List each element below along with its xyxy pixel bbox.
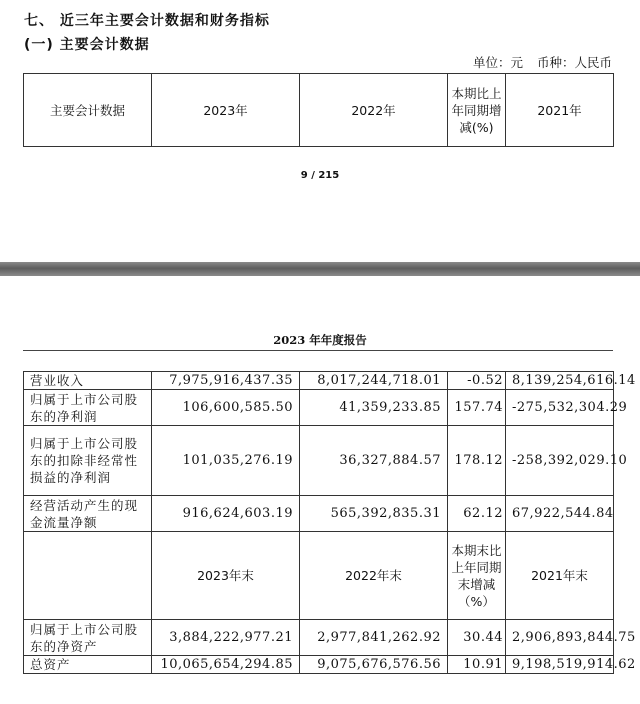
value-change: 62.12 — [448, 496, 506, 532]
value-2022: 565,392,835.31 — [300, 496, 448, 532]
table-row — [24, 390, 614, 426]
value-change: 30.44 — [448, 620, 506, 656]
page-number: 9 / 215 — [300, 170, 340, 181]
row-label: 归属于上市公司股东的净资产 — [24, 620, 152, 656]
row-label: 营业收入 — [24, 372, 152, 390]
header-col-label: 主要会计数据 — [24, 74, 152, 147]
subheader-row — [24, 532, 614, 620]
value-2021: 9,198,519,914.62 — [506, 656, 614, 674]
lower-page — [0, 276, 640, 704]
subheader-col-2022: 2022年末 — [300, 532, 448, 620]
value-2023: 916,624,603.19 — [152, 496, 300, 532]
value-2022: 8,017,244,718.01 — [300, 372, 448, 390]
upper-page — [0, 0, 640, 262]
section-title: 七、 近三年主要会计数据和财务指标 — [24, 13, 270, 29]
value-2022: 2,977,841,262.92 — [300, 620, 448, 656]
subheader-col-2021: 2021年末 — [506, 532, 614, 620]
value-2021: -258,392,029.10 — [506, 426, 614, 496]
row-label: 归属于上市公司股东的净利润 — [24, 390, 152, 426]
currency-label: 币种：人民币 — [536, 55, 612, 70]
header-rule — [23, 350, 613, 351]
value-2021: 2,906,893,844.75 — [506, 620, 614, 656]
sub-title: (一) 主要会计数据 — [24, 37, 150, 53]
value-2021: -275,532,304.29 — [506, 390, 614, 426]
unit-line — [463, 53, 612, 71]
value-change: 10.91 — [448, 656, 506, 674]
row-label: 归属于上市公司股东的扣除非经常性损益的净利润 — [24, 426, 152, 496]
header-col-change: 本期比上年同期增减(%) — [448, 74, 506, 147]
row-label: 总资产 — [24, 656, 152, 674]
header-col-2023: 2023年 — [152, 74, 300, 147]
value-2022: 41,359,233.85 — [300, 390, 448, 426]
subheader-col-change: 本期末比上年同期末增减（%） — [448, 532, 506, 620]
header-table — [23, 73, 614, 147]
value-2023: 10,065,654,294.85 — [152, 656, 300, 674]
table-row — [24, 496, 614, 532]
value-2023: 7,975,916,437.35 — [152, 372, 300, 390]
report-title: 2023 年年度报告 — [273, 333, 367, 347]
table-row — [24, 372, 614, 390]
table-row — [24, 426, 614, 496]
subheader-empty — [24, 532, 152, 620]
header-col-2021: 2021年 — [506, 74, 614, 147]
header-row — [24, 74, 614, 147]
page-gap — [0, 262, 640, 276]
unit-label: 单位：元 — [472, 55, 523, 70]
value-2022: 9,075,676,576.56 — [300, 656, 448, 674]
value-2021: 8,139,254,616.14 — [506, 372, 614, 390]
value-2023: 3,884,222,977.21 — [152, 620, 300, 656]
value-change: -0.52 — [448, 372, 506, 390]
value-2023: 101,035,276.19 — [152, 426, 300, 496]
table-row — [24, 620, 614, 656]
subheader-col-2023: 2023年末 — [152, 532, 300, 620]
accounting-data-table — [23, 371, 636, 674]
value-change: 157.74 — [448, 390, 506, 426]
header-col-2022: 2022年 — [300, 74, 448, 147]
value-change: 178.12 — [448, 426, 506, 496]
value-2021: 67,922,544.84 — [506, 496, 614, 532]
value-2022: 36,327,884.57 — [300, 426, 448, 496]
table-row — [24, 656, 614, 674]
value-2023: 106,600,585.50 — [152, 390, 300, 426]
row-label: 经营活动产生的现金流量净额 — [24, 496, 152, 532]
